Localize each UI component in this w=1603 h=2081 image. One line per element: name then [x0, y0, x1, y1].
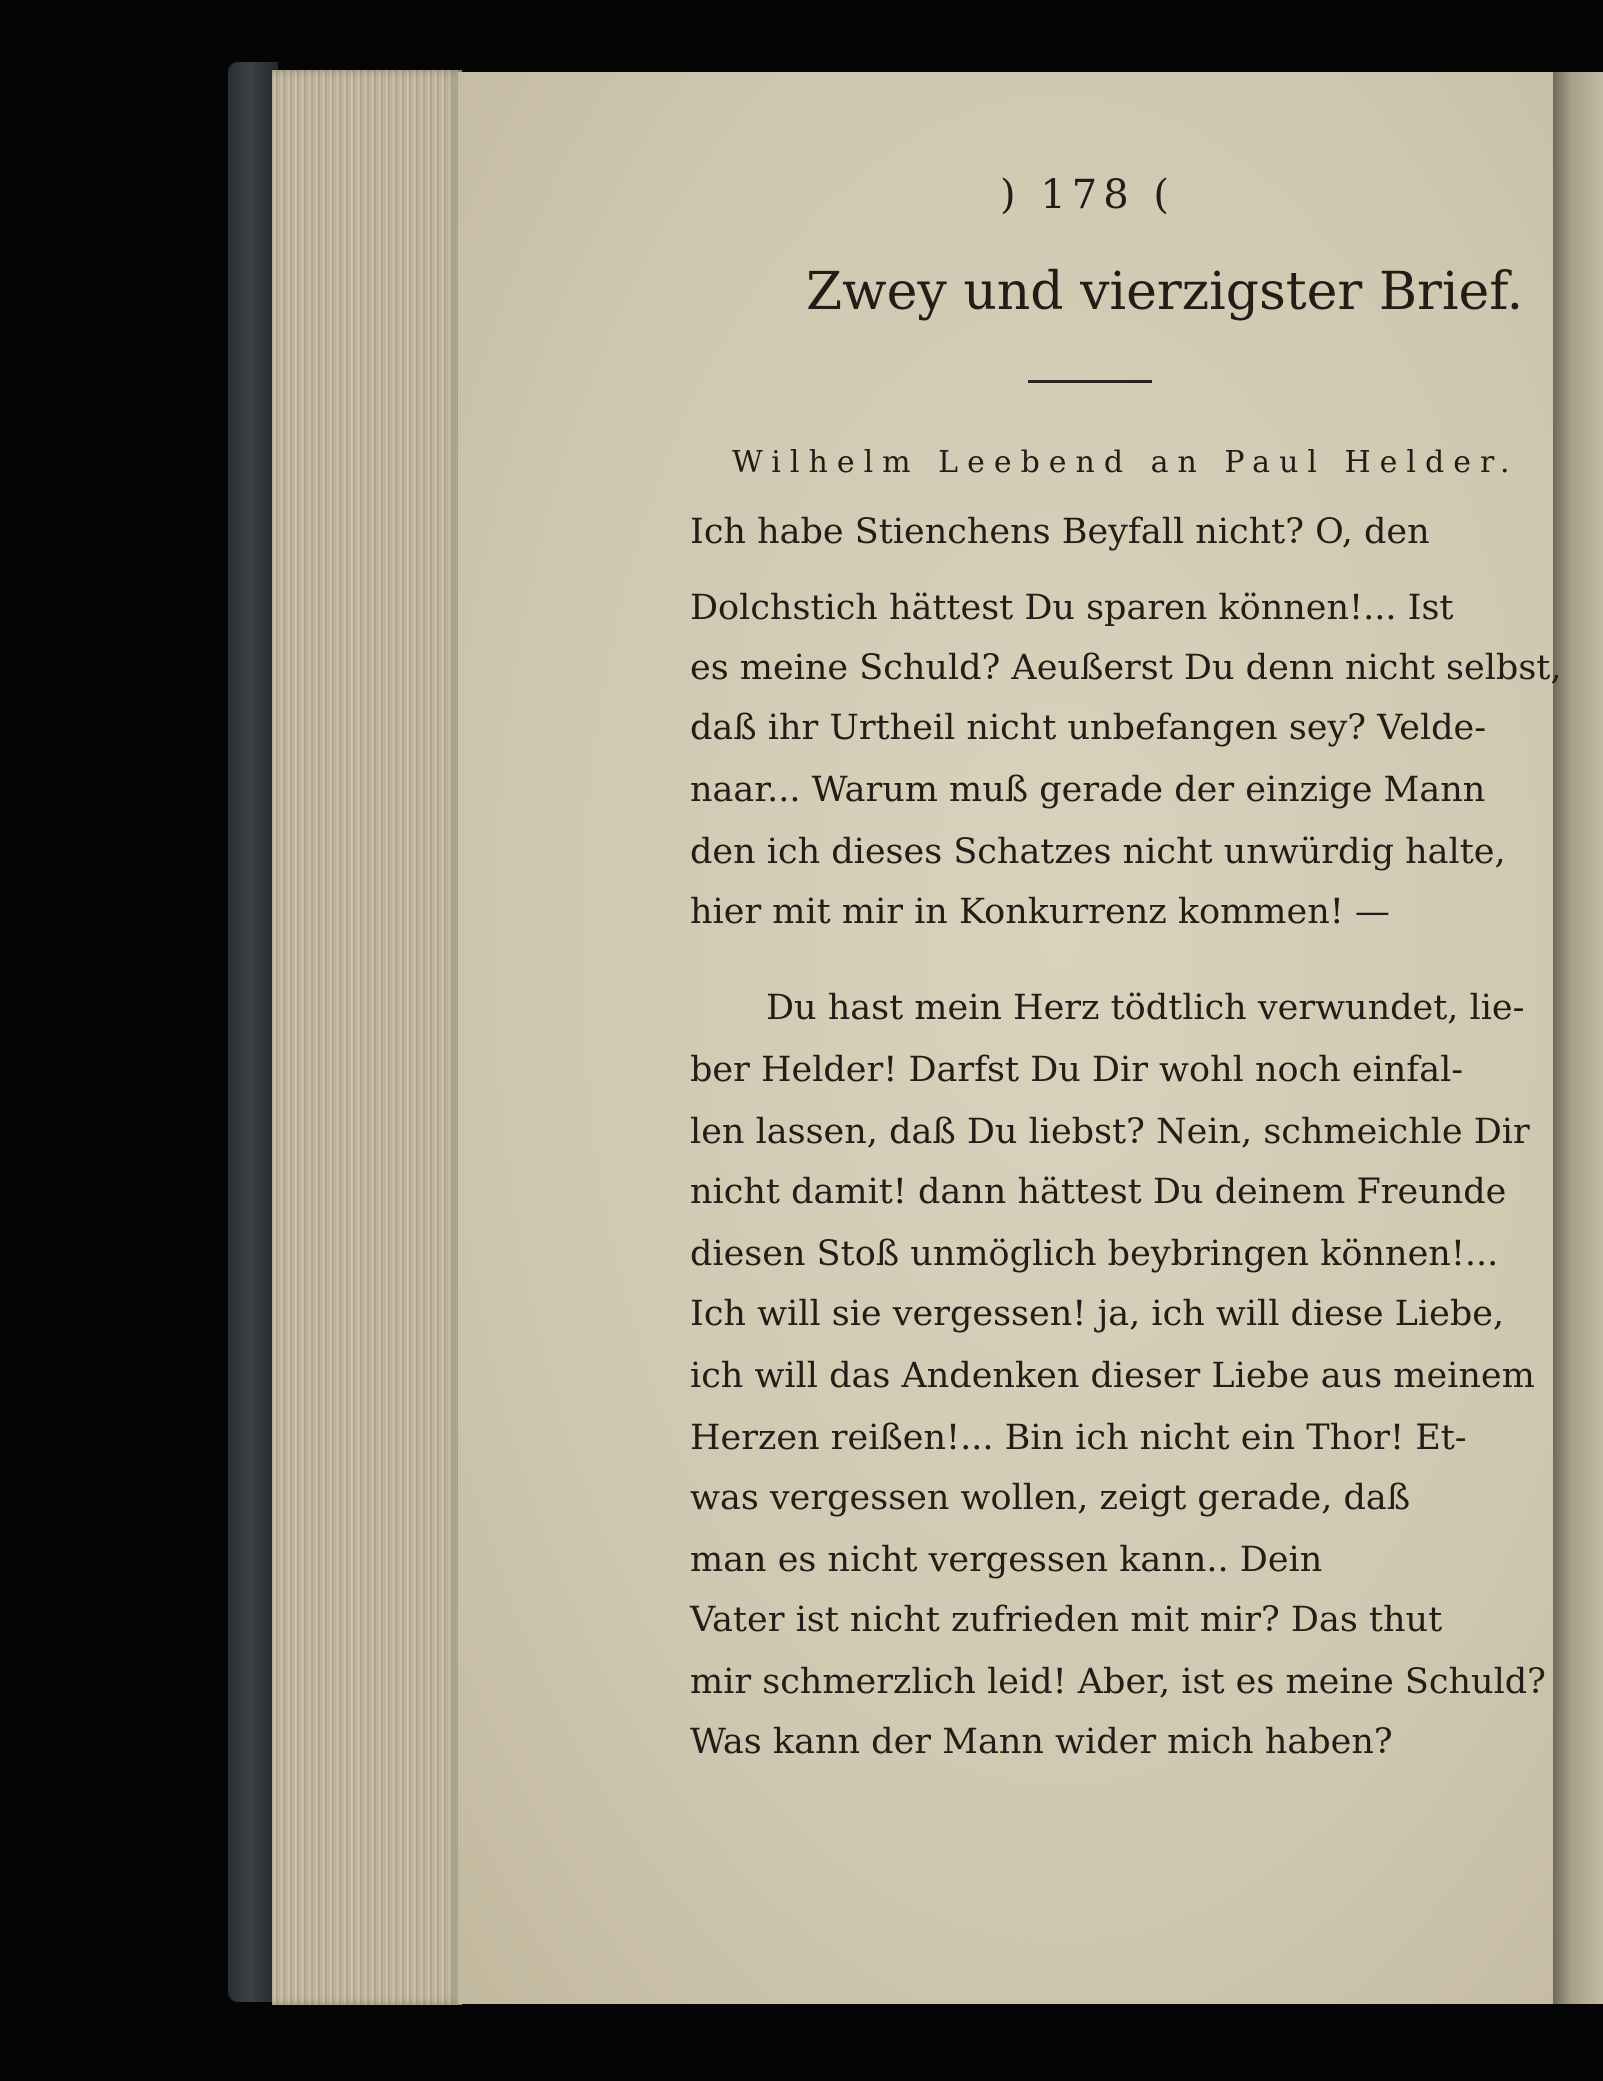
book-page: [458, 72, 1553, 2004]
text-line: [690, 1172, 1507, 1222]
text-line: [690, 1600, 1495, 1650]
page-number: ) 178 (: [1000, 172, 1175, 218]
next-page-edge: [1553, 72, 1603, 2004]
text-line-text: es meine Schuld? Aeußerst Du denn nicht selbst,: [690, 648, 1562, 688]
text-line: [690, 1050, 1495, 1100]
text-line: [690, 512, 1495, 562]
text-line: [690, 892, 1495, 942]
text-line-text: Herzen reißen!... Bin ich nicht ein Thor! Et-: [690, 1418, 1467, 1458]
text-line: [690, 588, 1495, 638]
text-line: [690, 1722, 1495, 1772]
text-line: [690, 1478, 1495, 1528]
letter-title: Zwey und vierzigster Brief.: [806, 262, 1524, 322]
text-line-text: ich will das Andenken dieser Liebe aus meinem: [690, 1356, 1535, 1396]
text-line-text: Dolchstich hättest Du sparen können!... Ist: [690, 588, 1454, 628]
text-line-text: Was kann der Mann wider mich haben?: [690, 1722, 1393, 1762]
book-spine: [228, 62, 278, 2002]
text-line: [690, 988, 1525, 1038]
text-line-text: Ich will sie vergessen! ja, ich will diese Liebe,: [690, 1294, 1505, 1334]
salutation: Wilhelm Leebend an Paul Helder.: [732, 445, 1519, 480]
text-line: [690, 708, 1495, 758]
text-line-text: ber Helder! Darfst Du Dir wohl noch einfal-: [690, 1050, 1464, 1090]
text-line: [690, 770, 1495, 820]
text-line: [690, 1234, 1499, 1284]
text-line: [690, 648, 1562, 698]
text-line: [690, 1540, 1495, 1590]
text-line: [690, 1112, 1530, 1162]
text-line-text: mir schmerzlich leid! Aber, ist es meine Schuld?: [690, 1662, 1546, 1702]
text-line-text: den ich dieses Schatzes nicht unwürdig halte,: [690, 832, 1506, 872]
text-line-text: hier mit mir in Konkurrenz kommen! —: [690, 892, 1390, 932]
title-divider: [1028, 380, 1152, 383]
text-line-text: Vater ist nicht zufrieden mit mir? Das thut: [690, 1600, 1443, 1640]
text-line-text: naar... Warum muß gerade der einzige Mann: [690, 770, 1486, 810]
text-line-text: Du hast mein Herz tödtlich verwundet, lie-: [766, 988, 1525, 1028]
text-line-text: nicht damit! dann hättest Du deinem Freunde: [690, 1172, 1507, 1212]
text-line-text: diesen Stoß unmöglich beybringen können!...: [690, 1234, 1499, 1274]
page-edges: [272, 70, 462, 2005]
text-line: [690, 832, 1506, 882]
text-line: [690, 1294, 1505, 1344]
text-line-text: man es nicht vergessen kann.. Dein: [690, 1540, 1323, 1580]
text-line-text: Ich habe Stienchens Beyfall nicht? O, den: [690, 512, 1430, 552]
text-line: [690, 1662, 1546, 1712]
text-line: [690, 1418, 1495, 1468]
text-line: [690, 1356, 1535, 1406]
text-line-text: daß ihr Urtheil nicht unbefangen sey? Velde-: [690, 708, 1487, 748]
text-line-text: was vergessen wollen, zeigt gerade, daß: [690, 1478, 1411, 1518]
text-line-text: len lassen, daß Du liebst? Nein, schmeichle Dir: [690, 1112, 1530, 1152]
